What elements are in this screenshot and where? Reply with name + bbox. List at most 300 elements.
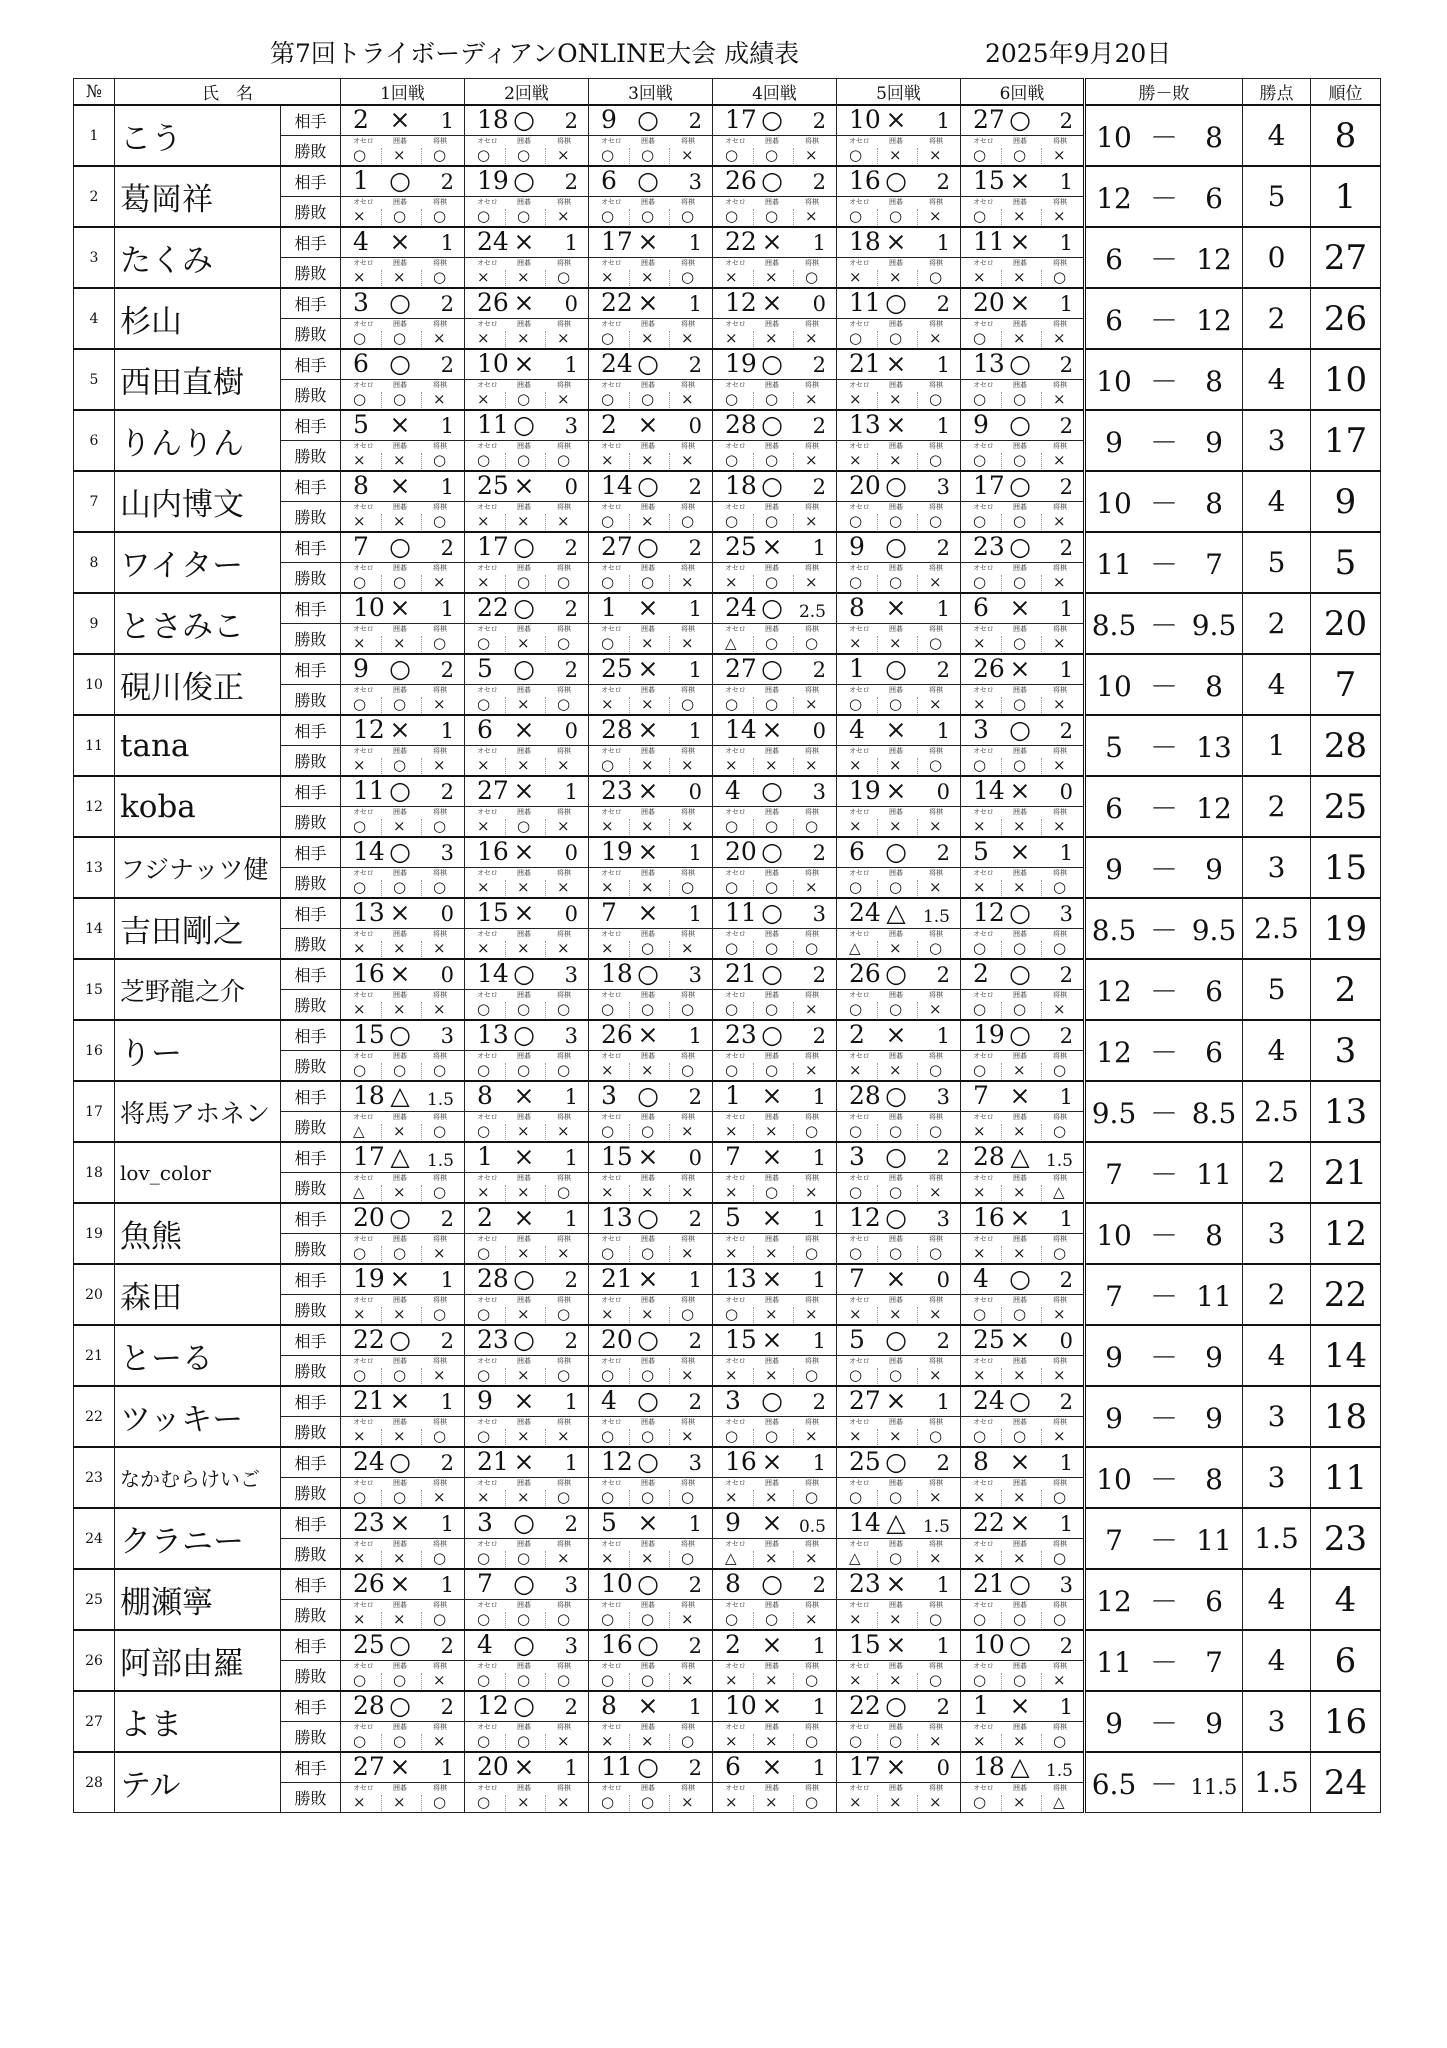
game-result-3: ○: [681, 512, 695, 530]
game-label-1: オセロ: [477, 625, 498, 633]
losses: 11: [1196, 1523, 1232, 1557]
game-label-2: 囲碁: [393, 869, 407, 877]
game-result-3: ○: [557, 1000, 571, 1018]
game-label-1: オセロ: [353, 1723, 374, 1731]
opponent-number: 22: [725, 227, 757, 256]
game-result-1: ○: [849, 512, 863, 530]
game-result-2: ×: [517, 634, 530, 652]
game-results: [837, 878, 960, 896]
match-result-symbol: ○: [389, 1020, 411, 1049]
player-number: 19: [74, 1203, 115, 1264]
opponent-number: 7: [849, 1264, 865, 1293]
opponent-number: 20: [849, 471, 881, 500]
result-label: 勝敗: [281, 1051, 341, 1082]
match-points-total: 5: [1243, 166, 1311, 227]
match-result-symbol: ○: [637, 1386, 659, 1415]
match-points: 2: [440, 1207, 454, 1231]
player-number: 3: [74, 227, 115, 288]
match-result-symbol: ×: [1009, 1203, 1031, 1232]
round-3-summary: [589, 227, 713, 258]
match-result-symbol: ×: [761, 1325, 783, 1354]
match-result-symbol: ○: [885, 1081, 907, 1110]
game-label-2: 囲碁: [393, 1662, 407, 1670]
losses: 9: [1205, 1401, 1223, 1435]
game-result-3: △: [1053, 1183, 1065, 1201]
game-result-1: ○: [477, 451, 491, 469]
game-result-3: ×: [557, 512, 570, 530]
round-4-games: [713, 624, 837, 655]
match-points: 1: [936, 414, 950, 438]
game-label-1: オセロ: [601, 625, 622, 633]
game-label-1: オセロ: [725, 198, 746, 206]
game-result-2: ○: [889, 329, 903, 347]
game-result-3: ×: [805, 1427, 818, 1445]
round-2-games: [465, 1539, 589, 1570]
game-label-2: 囲碁: [1013, 1479, 1027, 1487]
round-5-games: [837, 1417, 961, 1448]
opponent-number: 4: [973, 1264, 989, 1293]
game-result-1: ×: [849, 1793, 862, 1811]
round-2-games: [465, 1722, 589, 1753]
opponent-number: 19: [353, 1264, 385, 1293]
game-results: [465, 329, 588, 347]
match-points-total: 2.5: [1243, 1081, 1311, 1142]
game-label-2: 囲碁: [889, 320, 903, 328]
game-result-2: ×: [641, 1305, 654, 1323]
round-6-games: [961, 1600, 1085, 1631]
losses: 12: [1196, 242, 1232, 276]
game-label-1: オセロ: [477, 1601, 498, 1609]
game-label-2: 囲碁: [641, 625, 655, 633]
game-result-3: ×: [681, 1183, 694, 1201]
result-label: 勝敗: [281, 319, 341, 350]
match-result-symbol: ○: [761, 654, 783, 683]
game-result-2: ○: [641, 1427, 655, 1445]
game-label-2: 囲碁: [641, 137, 655, 145]
game-results: [961, 695, 1083, 713]
round-5-games: [837, 1234, 961, 1265]
game-label-1: オセロ: [725, 625, 746, 633]
game-results: [465, 1183, 588, 1201]
round-6-summary: [961, 227, 1085, 258]
game-results: [589, 1366, 712, 1384]
match-result-symbol: ○: [389, 1630, 411, 1659]
round-4-summary: [713, 1508, 837, 1539]
match-result-symbol: ×: [637, 227, 659, 256]
game-result-3: ×: [805, 1610, 818, 1628]
game-label-2: 囲碁: [765, 930, 779, 938]
losses: 11: [1196, 1279, 1232, 1313]
round-1-summary: [341, 532, 465, 563]
game-results: [961, 939, 1083, 957]
match-result-symbol: ○: [389, 654, 411, 683]
round-5-summary: [837, 898, 961, 929]
match-points: 2: [812, 841, 826, 865]
game-label-2: 囲碁: [517, 1174, 531, 1182]
dash: －: [1149, 486, 1178, 520]
game-results: [961, 573, 1083, 591]
match-points: 1: [440, 597, 454, 621]
player-row-top: [74, 105, 1381, 136]
game-result-2: ○: [393, 1244, 407, 1262]
match-result-symbol: ×: [513, 288, 535, 317]
opponent-number: 3: [353, 288, 369, 317]
game-label-1: オセロ: [849, 1357, 870, 1365]
game-result-3: ×: [433, 1732, 446, 1750]
game-results: [341, 207, 464, 225]
game-label-1: オセロ: [477, 1662, 498, 1670]
opponent-number: 15: [849, 1630, 881, 1659]
game-label-1: オセロ: [725, 1601, 746, 1609]
match-result-symbol: ×: [637, 1142, 659, 1171]
game-label-1: オセロ: [353, 1235, 374, 1243]
match-result-symbol: ○: [885, 288, 907, 317]
game-result-3: ×: [1053, 146, 1066, 164]
game-label-3: 将棋: [805, 198, 819, 206]
match-points-total: 3: [1243, 410, 1311, 471]
game-label-2: 囲碁: [641, 503, 655, 511]
round-5-games: [837, 136, 961, 167]
player-name: こう: [115, 105, 281, 166]
round-6-summary: [961, 410, 1085, 441]
game-results: [961, 1793, 1083, 1811]
round-1-games: [341, 563, 465, 594]
game-result-2: ×: [641, 512, 654, 530]
game-result-1: ○: [973, 1793, 987, 1811]
game-result-2: ×: [517, 939, 530, 957]
game-result-2: ○: [517, 1671, 531, 1689]
rank: 24: [1311, 1752, 1381, 1813]
game-result-3: ×: [681, 939, 694, 957]
round-6-games: [961, 1478, 1085, 1509]
game-label-2: 囲碁: [889, 1662, 903, 1670]
game-result-3: ○: [557, 634, 571, 652]
game-result-2: ×: [765, 1488, 778, 1506]
match-result-symbol: ×: [637, 837, 659, 866]
game-result-2: ○: [765, 695, 779, 713]
match-points: 3: [564, 1573, 578, 1597]
match-points: 2: [1059, 1024, 1073, 1048]
game-label-3: 将棋: [681, 320, 695, 328]
opponent-number: 9: [353, 654, 369, 683]
game-results: [465, 1427, 588, 1445]
game-label-2: 囲碁: [641, 1479, 655, 1487]
opponent-number: 4: [725, 776, 741, 805]
player-row-top: [74, 288, 1381, 319]
game-results: [589, 817, 712, 835]
game-label-2: 囲碁: [1013, 625, 1027, 633]
game-results: [341, 695, 464, 713]
game-result-3: ×: [805, 329, 818, 347]
game-label-3: 将棋: [557, 1296, 571, 1304]
game-label-2: 囲碁: [641, 1113, 655, 1121]
game-label-1: オセロ: [601, 1357, 622, 1365]
game-label-1: オセロ: [973, 1052, 994, 1060]
game-result-1: ○: [973, 1305, 987, 1323]
round-6-summary: [961, 1691, 1085, 1722]
match-points: 1: [564, 1146, 578, 1170]
game-result-1: ○: [477, 207, 491, 225]
game-label-1: オセロ: [477, 1174, 498, 1182]
game-results: [589, 390, 712, 408]
player-number: 8: [74, 532, 115, 593]
game-result-1: ×: [353, 939, 366, 957]
game-label-3: 将棋: [681, 1174, 695, 1182]
match-result-symbol: ○: [513, 1691, 535, 1720]
opponent-number: 11: [601, 1752, 633, 1781]
game-label-2: 囲碁: [765, 564, 779, 572]
match-points: 3: [440, 841, 454, 865]
game-result-2: ○: [1013, 1610, 1027, 1628]
rank: 7: [1311, 654, 1381, 715]
opponent-number: 21: [477, 1447, 509, 1476]
match-result-symbol: ×: [513, 1447, 535, 1476]
round-5-summary: [837, 1752, 961, 1783]
game-result-2: ○: [889, 1488, 903, 1506]
game-label-3: 将棋: [433, 1235, 447, 1243]
game-result-3: ×: [805, 512, 818, 530]
match-points: 3: [1059, 1573, 1073, 1597]
round-2-summary: [465, 837, 589, 868]
game-result-2: ○: [765, 1061, 779, 1079]
game-label-1: オセロ: [353, 686, 374, 694]
game-result-2: ×: [1013, 329, 1026, 347]
round-3-summary: [589, 1630, 713, 1661]
game-label-2: 囲碁: [765, 747, 779, 755]
game-label-3: 将棋: [681, 1784, 695, 1792]
game-label-2: 囲碁: [1013, 1174, 1027, 1182]
game-label-1: オセロ: [601, 137, 622, 145]
round-5-summary: [837, 1447, 961, 1478]
game-result-3: ○: [805, 939, 819, 957]
result-label: 勝敗: [281, 1173, 341, 1204]
game-result-2: ×: [641, 634, 654, 652]
game-result-2: ○: [393, 756, 407, 774]
player-number: 18: [74, 1142, 115, 1203]
round-1-games: [341, 1234, 465, 1265]
opponent-number: 16: [725, 1447, 757, 1476]
result-label: 勝敗: [281, 624, 341, 655]
game-result-1: ×: [725, 1488, 738, 1506]
game-results: [961, 634, 1083, 652]
game-label-2: 囲碁: [517, 1540, 531, 1548]
match-result-symbol: ○: [637, 1630, 659, 1659]
game-label-3: 将棋: [929, 747, 943, 755]
game-result-1: ○: [973, 1000, 987, 1018]
game-result-2: ×: [517, 1793, 530, 1811]
game-result-2: ○: [393, 573, 407, 591]
losses: 9: [1205, 1340, 1223, 1374]
player-number: 5: [74, 349, 115, 410]
col-round-3-header: 3回戦: [589, 79, 713, 106]
round-6-games: [961, 441, 1085, 472]
game-label-1: オセロ: [725, 564, 746, 572]
losses: 6: [1205, 974, 1223, 1008]
round-3-games: [589, 502, 713, 533]
game-label-3: 将棋: [1053, 1601, 1067, 1609]
game-result-3: ○: [557, 451, 571, 469]
game-result-1: ○: [477, 695, 491, 713]
opponent-number: 7: [601, 898, 617, 927]
match-points: 2: [812, 170, 826, 194]
game-results: [713, 1183, 836, 1201]
game-results: [465, 268, 588, 286]
opponent-number: 9: [849, 532, 865, 561]
round-1-summary: [341, 837, 465, 868]
game-label-1: オセロ: [725, 1052, 746, 1060]
losses: 9: [1205, 1706, 1223, 1740]
result-label: 勝敗: [281, 1356, 341, 1387]
match-points: 1: [936, 1573, 950, 1597]
opponent-number: 28: [477, 1264, 509, 1293]
game-label-1: オセロ: [725, 1235, 746, 1243]
dash: －: [1149, 974, 1178, 1008]
dash: －: [1149, 1279, 1178, 1313]
opponent-number: 22: [601, 288, 633, 317]
opponent-number: 24: [849, 898, 881, 927]
game-result-2: ×: [641, 878, 654, 896]
game-results: [465, 1488, 588, 1506]
game-result-2: ○: [1013, 939, 1027, 957]
player-row-top: [74, 715, 1381, 746]
round-5-summary: [837, 1508, 961, 1539]
round-4-summary: [713, 166, 837, 197]
round-4-games: [713, 1722, 837, 1753]
rank: 4: [1311, 1569, 1381, 1630]
match-points: 2: [688, 1085, 702, 1109]
round-2-summary: [465, 715, 589, 746]
match-result-symbol: ○: [637, 105, 659, 134]
game-result-3: ×: [1053, 634, 1066, 652]
game-label-3: 将棋: [929, 564, 943, 572]
game-result-1: ○: [725, 207, 739, 225]
match-result-symbol: ○: [513, 959, 535, 988]
round-2-summary: [465, 959, 589, 990]
player-number: 17: [74, 1081, 115, 1142]
game-label-3: 将棋: [681, 991, 695, 999]
game-label-3: 将棋: [557, 991, 571, 999]
result-label: 勝敗: [281, 563, 341, 594]
game-result-1: ○: [601, 207, 615, 225]
game-result-1: ○: [973, 512, 987, 530]
game-result-2: ×: [393, 1549, 406, 1567]
game-result-2: ×: [641, 1732, 654, 1750]
game-label-1: オセロ: [849, 381, 870, 389]
match-points: 2: [564, 1695, 578, 1719]
opponent-number: 4: [477, 1630, 493, 1659]
round-6-summary: [961, 715, 1085, 746]
game-result-3: ×: [433, 1244, 446, 1262]
game-results: [961, 512, 1083, 530]
match-result-symbol: ×: [761, 1447, 783, 1476]
game-results: [961, 390, 1083, 408]
opponent-number: 1: [477, 1142, 493, 1171]
match-result-symbol: ○: [1009, 1264, 1031, 1293]
game-results: [465, 756, 588, 774]
game-label-2: 囲碁: [517, 564, 531, 572]
col-round-5-header: 5回戦: [837, 79, 961, 106]
opponent-number: 3: [477, 1508, 493, 1537]
round-2-games: [465, 624, 589, 655]
game-result-2: ○: [393, 1366, 407, 1384]
game-results: [837, 1305, 960, 1323]
game-results: [341, 1793, 464, 1811]
match-result-symbol: ×: [885, 1386, 907, 1415]
match-points: 1: [812, 231, 826, 255]
rank: 1: [1311, 166, 1381, 227]
game-result-2: ○: [889, 1244, 903, 1262]
player-name: 吉田剛之: [115, 898, 281, 959]
game-results: [837, 146, 960, 164]
game-result-2: ×: [1013, 817, 1026, 835]
opponent-number: 18: [601, 959, 633, 988]
game-label-3: 将棋: [433, 1418, 447, 1426]
game-results: [589, 1732, 712, 1750]
win-loss-record: [1085, 776, 1243, 837]
opponent-number: 21: [725, 959, 757, 988]
match-points: 1: [688, 231, 702, 255]
round-5-games: [837, 380, 961, 411]
game-label-3: 将棋: [557, 808, 571, 816]
game-result-1: ×: [601, 939, 614, 957]
game-results: [341, 1732, 464, 1750]
game-result-2: ○: [1013, 512, 1027, 530]
game-label-2: 囲碁: [517, 1235, 531, 1243]
match-points: 2: [812, 963, 826, 987]
round-3-games: [589, 380, 713, 411]
game-label-2: 囲碁: [889, 625, 903, 633]
match-result-symbol: ×: [389, 715, 411, 744]
match-result-symbol: ○: [885, 1325, 907, 1354]
losses: 8: [1205, 364, 1223, 398]
game-result-3: ○: [681, 1000, 695, 1018]
game-result-3: ×: [433, 1000, 446, 1018]
game-label-1: オセロ: [601, 1723, 622, 1731]
round-2-summary: [465, 1752, 589, 1783]
match-result-symbol: ×: [761, 715, 783, 744]
game-result-1: ○: [601, 1488, 615, 1506]
game-label-2: 囲碁: [393, 1296, 407, 1304]
game-results: [465, 634, 588, 652]
game-label-3: 将棋: [433, 869, 447, 877]
game-results: [961, 756, 1083, 774]
game-label-3: 将棋: [1053, 1235, 1067, 1243]
game-label-3: 将棋: [433, 1357, 447, 1365]
game-result-2: ○: [393, 329, 407, 347]
match-points-total: 5: [1243, 959, 1311, 1020]
match-result-symbol: ×: [389, 1264, 411, 1293]
match-result-symbol: ×: [637, 1508, 659, 1537]
game-label-1: オセロ: [353, 1296, 374, 1304]
game-result-1: ×: [725, 1793, 738, 1811]
dash: －: [1149, 1523, 1178, 1557]
match-result-symbol: ×: [1009, 227, 1031, 256]
game-result-3: ×: [929, 1000, 942, 1018]
win-loss-record: [1085, 227, 1243, 288]
game-label-2: 囲碁: [1013, 1723, 1027, 1731]
game-result-1: ×: [477, 268, 490, 286]
game-results: [961, 1488, 1083, 1506]
game-result-1: ○: [849, 329, 863, 347]
round-6-summary: [961, 1203, 1085, 1234]
game-label-1: オセロ: [353, 381, 374, 389]
match-points: 0: [688, 414, 702, 438]
game-label-3: 将棋: [805, 869, 819, 877]
wins: 10: [1096, 120, 1132, 154]
game-results: [341, 1183, 464, 1201]
game-label-3: 将棋: [805, 1296, 819, 1304]
game-label-2: 囲碁: [517, 442, 531, 450]
